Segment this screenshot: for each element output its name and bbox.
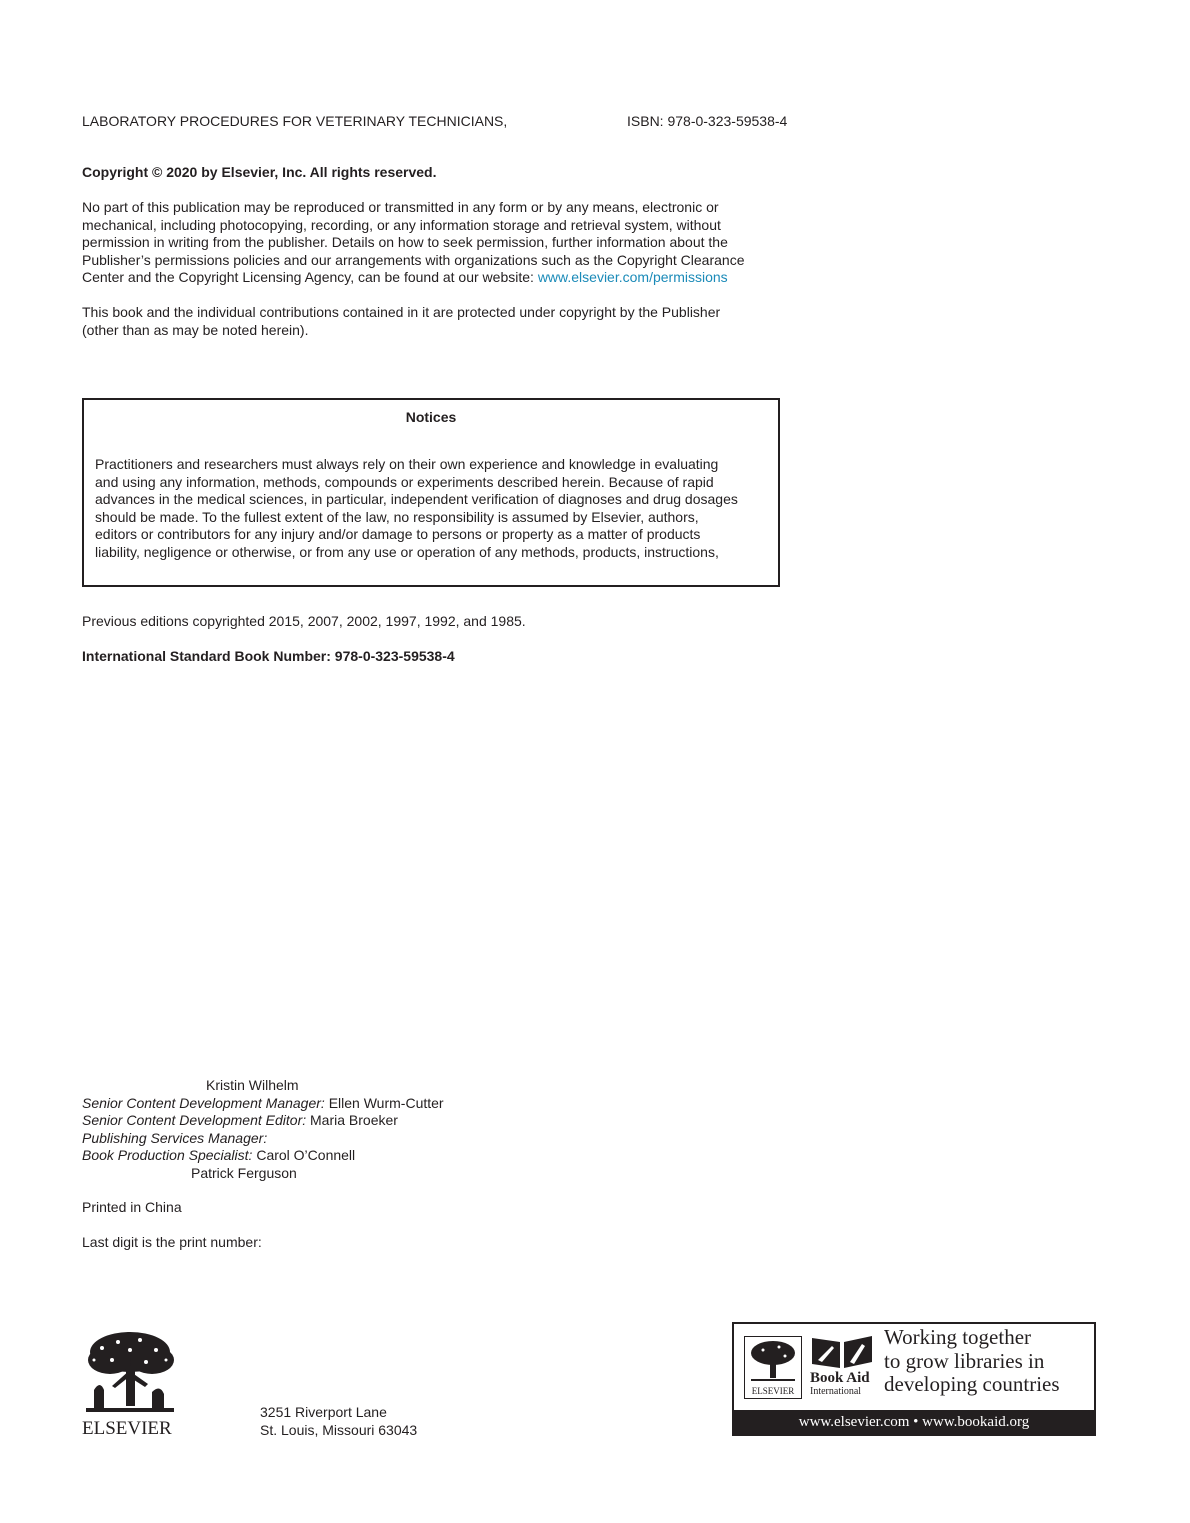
print-number: Last digit is the print number: xyxy=(82,1234,262,1250)
notices-line-2: and using any information, methods, compounds or experiments described herein. Because of rapid xyxy=(95,473,714,490)
permissions-line-5-text: Center and the Copyright Licensing Agency, can be found at our website: xyxy=(82,269,538,285)
credit-line-2-value: Ellen Wurm-Cutter xyxy=(324,1094,444,1111)
credit-line-5-value: Carol O’Connell xyxy=(252,1147,356,1163)
address-line-1: 3251 Riverport Lane xyxy=(260,1404,387,1420)
permissions-line-2: mechanical, including photocopying, recording, or any information storage and retrieval system, without xyxy=(82,216,721,233)
protection-paragraph xyxy=(82,304,720,339)
tagline-line-2: to grow libraries in xyxy=(884,1348,1045,1373)
credit-line-5 xyxy=(82,1147,444,1165)
bookaid-tagline xyxy=(884,1326,1060,1397)
permissions-link[interactable]: www.elsevier.com/permissions xyxy=(537,269,728,285)
bookaid-urls: www.elsevier.com • www.bookaid.org xyxy=(734,1410,1094,1434)
notices-line-4: should be made. To the fullest extent of the law, no responsibility is assumed by Elsevier, authors, xyxy=(95,508,699,525)
address-line-2: St. Louis, Missouri 63043 xyxy=(260,1421,418,1438)
small-tree-icon xyxy=(745,1338,801,1384)
elsevier-tree-logo-icon xyxy=(82,1330,178,1416)
publisher-address xyxy=(260,1404,417,1439)
credit-line-2-label: Senior Content Development Manager: xyxy=(82,1094,325,1111)
bookaid-elsevier-small-logo xyxy=(744,1336,802,1399)
credit-line-3-label: Senior Content Development Editor: xyxy=(82,1112,307,1128)
tagline-line-1: Working together xyxy=(884,1325,1032,1349)
elsevier-wordmark: ELSEVIER xyxy=(82,1418,172,1439)
permissions-paragraph xyxy=(82,199,745,287)
permissions-line-5 xyxy=(82,269,745,287)
book-aid-logo xyxy=(810,1334,874,1400)
notices-text xyxy=(95,456,738,561)
permissions-line-1: No part of this publication may be reproduced or transmitted in any form or by any means, electronic or xyxy=(82,199,719,215)
bookaid-banner xyxy=(732,1322,1096,1436)
protection-line-1: This book and the individual contributions contained in it are protected under copyright by the Publisher xyxy=(82,304,721,320)
printed-in: Printed in China xyxy=(82,1199,182,1215)
credit-line-2 xyxy=(82,1095,444,1113)
permissions-line-4: Publisher’s permissions policies and our arrangements with organizations such as the Copyright Clearance xyxy=(82,251,745,268)
book-hands-icon xyxy=(810,1334,874,1370)
notices-line-1: Practitioners and researchers must always rely on their own experience and knowledge in evaluating xyxy=(95,456,719,472)
notices-line-5: editors or contributors for any injury and/or damage to persons or property as a matter of products xyxy=(95,526,701,542)
notices-heading: Notices xyxy=(405,409,457,425)
credit-line-6: Patrick Ferguson xyxy=(191,1164,297,1181)
book-aid-logo-line2: International xyxy=(810,1386,862,1397)
isbn-line: International Standard Book Number: 978-0-323-59538-4 xyxy=(82,648,455,664)
small-logo-label: ELSEVIER xyxy=(751,1386,795,1396)
header-title: LABORATORY PROCEDURES FOR VETERINARY TECHNICIANS, xyxy=(82,113,508,129)
credit-line-3 xyxy=(82,1112,444,1130)
permissions-line-3: permission in writing from the publisher. Details on how to seek permission, further information about the xyxy=(82,234,728,250)
book-aid-logo-line1: Book Aid xyxy=(810,1370,870,1386)
protection-line-2: (other than as may be noted herein). xyxy=(82,321,309,338)
credit-line-5-label: Book Production Specialist: xyxy=(82,1147,253,1163)
tagline-line-3: developing countries xyxy=(884,1372,1060,1396)
credits xyxy=(82,1077,444,1182)
copyright-line: Copyright © 2020 by Elsevier, Inc. All rights reserved. xyxy=(82,164,437,180)
credit-line-3-value: Maria Broeker xyxy=(306,1112,398,1128)
notices-line-6: liability, negligence or otherwise, or from any use or operation of any methods, products, instructions, xyxy=(95,543,719,560)
credit-line-4-label: Publishing Services Manager: xyxy=(82,1129,268,1146)
credit-line-4 xyxy=(82,1130,444,1148)
previous-editions: Previous editions copyrighted 2015, 2007, 2002, 1997, 1992, and 1985. xyxy=(82,613,526,629)
header-isbn: ISBN: 978-0-323-59538-4 xyxy=(627,113,788,129)
notices-line-3: advances in the medical sciences, in particular, independent verification of diagnoses and drug dosages xyxy=(95,491,738,507)
credit-line-1: Kristin Wilhelm xyxy=(206,1077,299,1093)
